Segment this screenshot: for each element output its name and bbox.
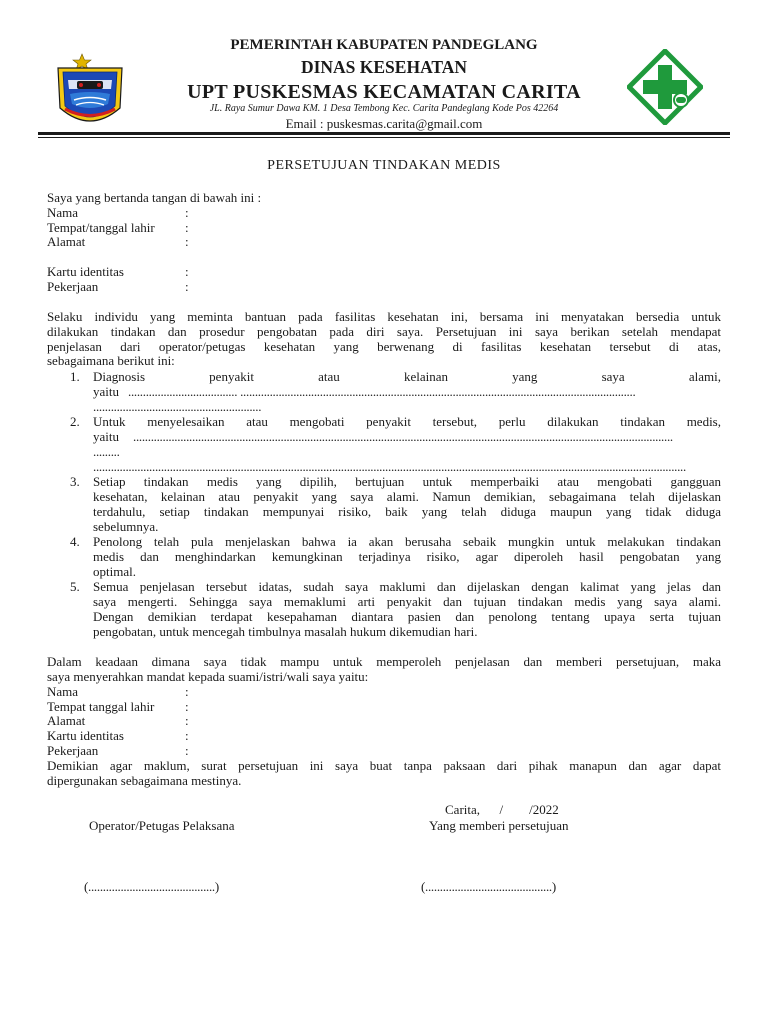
item3-line: Setiap tindakan medis yang dipilih, bertujuan untuk memperbaiki atau mengobati gangguan	[93, 474, 721, 489]
item5-line: pengobatan, untuk mencegah timbulnya masalah hukum dikemudian hari.	[93, 624, 478, 639]
para1-line: sebagaimana berikut ini:	[47, 353, 175, 368]
closing-line: Demikian agar maklum, surat persetujuan ini saya buat tanpa paksaan dari pihak manapun dan agar dapat	[47, 758, 721, 773]
field-colon: :	[185, 264, 189, 279]
fill-in-line: ..................................... ......................................................................................................................................	[128, 384, 636, 399]
field-colon: :	[185, 728, 189, 743]
closing-line: dipergunakan sebagaimana mestinya.	[47, 773, 242, 788]
field-label-pekerjaan: Pekerjaan	[47, 279, 99, 294]
header-thick-rule	[38, 132, 730, 135]
field-label-pekerjaan: Pekerjaan	[47, 743, 99, 758]
puskesmas-name: UPT PUSKESMAS KECAMATAN CARITA	[187, 81, 581, 103]
government-name: PEMERINTAH KABUPATEN PANDEGLANG	[230, 37, 538, 53]
para1-line: Selaku individu yang meminta bantuan pada fasilitas kesehatan ini, bersama ini menyatakan bersedia untuk	[47, 309, 721, 324]
item-number: 3.	[70, 474, 80, 489]
item5-line: Dengan demikian terdapat kesepahaman diantara pasien dan penolong tentang upaya serta tujuan	[93, 609, 721, 624]
field-label-alamat: Alamat	[47, 713, 86, 728]
field-colon: :	[185, 220, 189, 235]
item4-line: Penolong telah pula menjelaskan bahwa ia akan berusaha sebaik mungkin untuk melakukan tindakan	[93, 534, 721, 549]
agency-name: DINAS KESEHATAN	[300, 57, 468, 77]
intro-line: Saya yang bertanda tangan di bawah ini :	[47, 190, 262, 205]
para1-line: dilakukan tindakan dan prosedur pengobatan pada diri saya. Persetujuan ini saya berikan setelah mendapat	[47, 324, 721, 339]
item2-yaitu: yaitu	[93, 429, 119, 444]
item3-line: terdahulu, setiap tindakan mempunyai risiko, baik yang telah diduga maupun yang tidak diduga	[93, 504, 721, 519]
field-colon: :	[185, 205, 189, 220]
field-label-ttl: Tempat/tanggal lahir	[47, 220, 155, 235]
field-colon: :	[185, 684, 189, 699]
item-number: 5.	[70, 579, 80, 594]
field-colon: :	[185, 713, 189, 728]
email-line: Email : puskesmas.carita@gmail.com	[285, 116, 483, 131]
para2-line: saya menyerahkan mandat kepada suami/istri/wali saya yaitu:	[47, 669, 369, 684]
field-label-ttl: Tempat tanggal lahir	[47, 699, 155, 714]
field-label-nama: Nama	[47, 205, 79, 220]
field-colon: :	[185, 234, 189, 249]
field-label-kartu: Kartu identitas	[47, 728, 124, 743]
para2-line: Dalam keadaan dimana saya tidak mampu untuk memperoleh penjelasan dan memberi persetujuan, maka	[47, 654, 721, 669]
fill-in-line: .......................................................................................................................................................................................	[133, 429, 673, 444]
item5-line: Semua penjelasan tersebut idatas, sudah saya maklumi dan dijelaskan dengan kalimat yang jelas dan	[93, 579, 721, 594]
signature-blank-consenter: (...........................................)	[421, 879, 556, 894]
address-line: JL. Raya Sumur Dawa KM. 1 Desa Tembong Kec. Carita Pandeglang Kode Pos 42264	[209, 103, 559, 114]
field-label-kartu: Kartu identitas	[47, 264, 124, 279]
field-colon: :	[185, 699, 189, 714]
header-thin-rule	[38, 137, 730, 138]
item-number: 4.	[70, 534, 80, 549]
fill-in-line: .........................................................................................................................................................................................................	[93, 459, 686, 474]
item3-line: kesehatan, kelainan atau penyakit yang saya alami. Namun demikian, sebagaimana telah dijelaskan	[93, 489, 721, 504]
item2-line: Untuk menyelesaikan atau mengobati penyakit tersebut, perlu dilakukan tindakan medis,	[93, 414, 721, 429]
field-label-nama: Nama	[47, 684, 79, 699]
place-date: Carita, / /2022	[445, 802, 559, 817]
item-number: 2.	[70, 414, 80, 429]
signature-blank-operator: (...........................................)	[84, 879, 219, 894]
item1-line: Diagnosis penyakit atau kelainan yang saya alami,	[93, 369, 721, 384]
para1-line: penjelasan dari operator/petugas kesehatan yang berwenang di fasilitas kesehatan tersebut di atas,	[47, 339, 721, 354]
field-colon: :	[185, 743, 189, 758]
item-number: 1.	[70, 369, 80, 384]
field-colon: :	[185, 279, 189, 294]
fill-in-line: .........	[93, 444, 120, 459]
item1-yaitu: yaitu	[93, 384, 119, 399]
item4-line: medis dan menghindarkan kemungkinan terjadinya risiko, agar diperoleh hasil pengobatan yang	[93, 549, 721, 564]
operator-label: Operator/Petugas Pelaksana	[89, 818, 235, 833]
item5-line: saya mengerti. Sehingga saya memaklumi arti penyakit dan tujuan tindakan medis yang saya alami.	[93, 594, 721, 609]
consenter-label: Yang memberi persetujuan	[429, 818, 569, 833]
field-label-alamat: Alamat	[47, 234, 86, 249]
document-title: PERSETUJUAN TINDAKAN MEDIS	[267, 158, 501, 173]
item3-line: sebelumnya.	[93, 519, 159, 534]
fill-in-line: .........................................................	[93, 399, 262, 414]
item4-line: optimal.	[93, 564, 136, 579]
